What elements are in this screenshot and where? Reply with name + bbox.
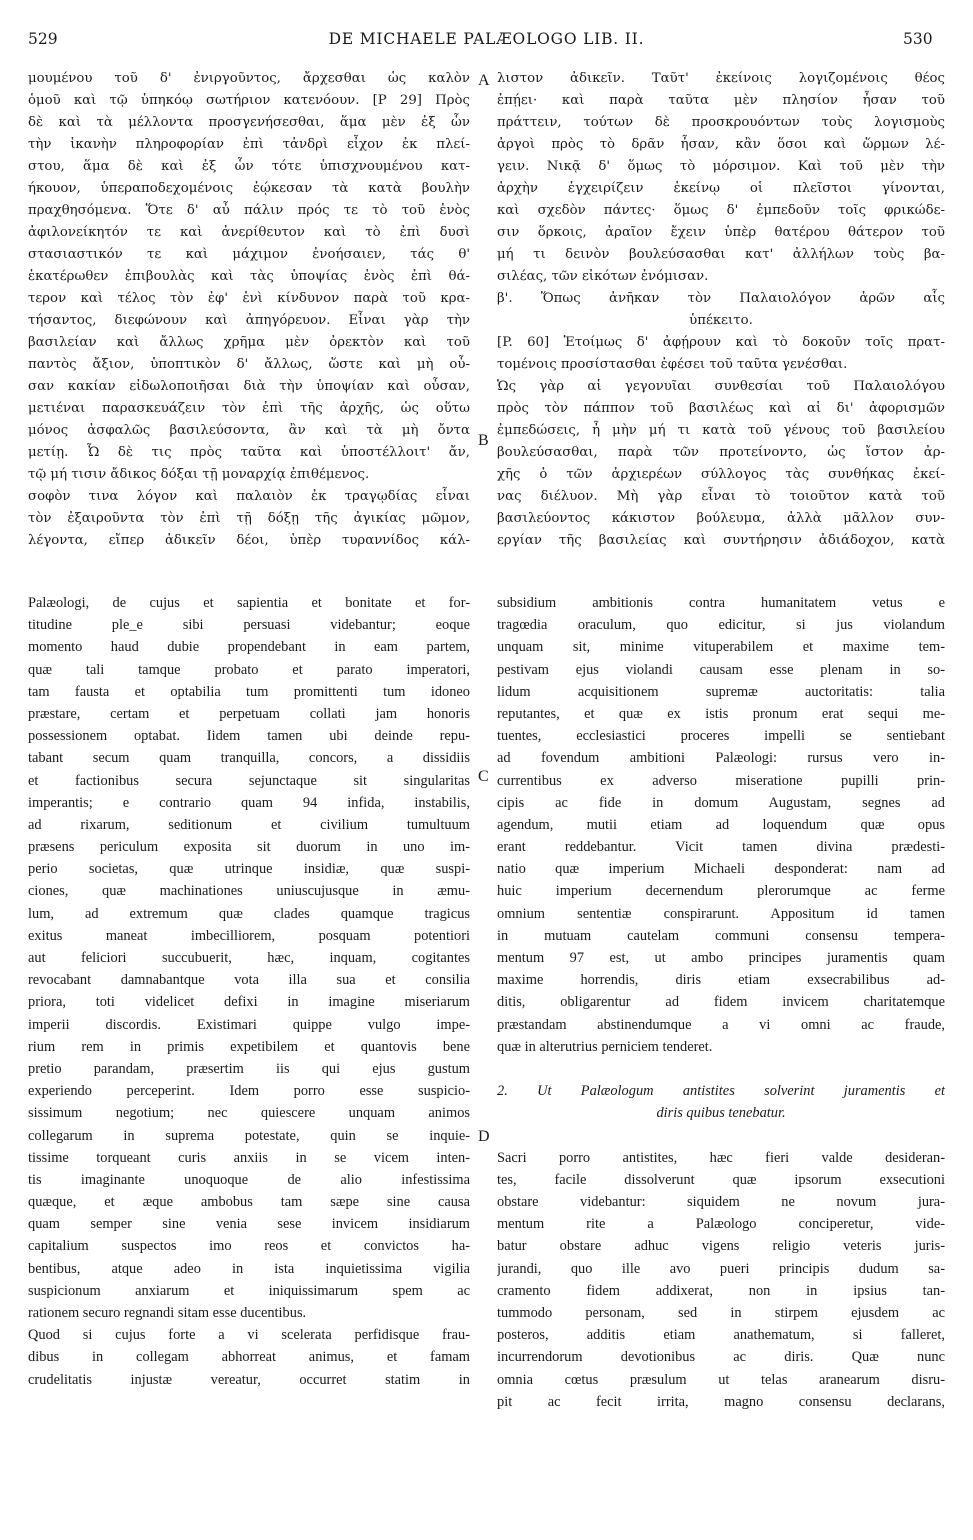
greek-right-line: τομένοις προσίστασθαι ἐφέσει τοῦ ταῦτα γενέσθαι. <box>497 357 848 372</box>
latin-left-line: tissime torqueant curis anxiis in se vicem inten- <box>28 1149 470 1166</box>
latin-right-line: batur obstare adhuc vigens religio veteris juris- <box>497 1238 945 1255</box>
greek-left-line: στασιαστικόν τε καὶ μάχιμον ἐνοήσαιεν, τάς θ' <box>28 247 470 262</box>
latin-left-line: imperii discordis. Existimari quippe vulgo impe- <box>28 1016 470 1033</box>
greek-left-line: ὁμοῦ καὶ τῷ ὑπηκόῳ σωτήριον κατενόουν. [P 29] Πρὸς <box>28 93 470 108</box>
greek-right-line: πρὸς τὸν πάππον τοῦ βασιλέως καὶ αἱ δι' ἀφορισμῶν <box>497 401 945 416</box>
greek-right-line: λιστον ἀδικεῖν. Ταῦτ' ἐκείνοις λογιζομένοις θέος <box>497 71 945 86</box>
latin-right-line: maxime horrendis, diris etiam exsecrabilibus ad- <box>497 972 945 989</box>
latin-left-line: bentibus, atque adeo in ista inquietissima vigilia <box>28 1260 470 1277</box>
greek-left-line: δὲ καὶ τὰ μέλλοντα προσγενήσεσθαι, ἅμα μὲν ἐξ ὧν <box>28 115 470 130</box>
greek-right-line: νας διέλυον. Μὴ γὰρ εἶναι τὸ τοιοῦτον κατὰ τοῦ <box>497 489 945 504</box>
latin-right-line <box>497 1058 945 1080</box>
greek-right-column <box>497 68 945 552</box>
latin-right-line: obstare videbantur: siquidem ne novum jura- <box>497 1194 945 1211</box>
greek-left-line: τὸν ἐξαιροῦντα τὸν ἐπὶ τῇ δόξῃ τῆς ἀγικίας μῶμον, <box>28 511 470 526</box>
greek-right-line: πράττειν, τούτων δὲ προσκρουόντων τοὺς λογισμοὺς <box>497 115 945 130</box>
latin-left-line: præstare, certam et perpetuam collati jam honoris <box>28 705 470 722</box>
latin-left-line: imperantis; e contrario quam 94 infida, instabilis, <box>28 794 470 811</box>
latin-left-line: tabant secum quam tranquilla, concors, a dissidiis <box>28 750 470 767</box>
latin-right-line: natio quæ imperium Michaeli desponderat: nam ad <box>497 861 945 878</box>
latin-left-line: aut feliciori succubuerit, hæc, inquam, cogitantes <box>28 950 470 966</box>
latin-right-line: erant reddebantur. Vicit tamen divina prædesti- <box>497 839 945 856</box>
latin-right-line: mentum rite a Palæologo conciperetur, vide- <box>497 1216 945 1233</box>
page-number-left: 529 <box>28 30 58 48</box>
latin-right-line <box>497 1125 945 1147</box>
greek-left-line: λέγοντα, εἴπερ ἀδικεῖν δέοι, ὑπὲρ τυραννίδος κάλ- <box>28 533 470 548</box>
latin-right-line: 2. Ut Palæologum antistites solverint juramentis et <box>497 1083 945 1100</box>
greek-right-line: βασιλεύοντος κάκιστον βούλευμα, ἀλλὰ μᾶλλον συν- <box>497 511 945 526</box>
latin-left-line: experiendo perceperint. Idem porro esse suspicio- <box>28 1083 470 1100</box>
greek-left-line: ἑκατέρωθεν ἐπιβουλὰς καὶ τὰς ὑποψίας ἑνὸς ἐπὶ θά- <box>28 269 470 284</box>
greek-right-line: γειν. Νικᾷ δ' ὅμως τὸ μόρσιμον. Καὶ τοῦ μὲν τὴν <box>497 159 945 174</box>
latin-right-line: ditis, obligarentur ad fidem invicem charitatemque <box>497 994 945 1011</box>
latin-left-line: crudelitatis injustæ vereatur, occurret statim in <box>28 1371 470 1388</box>
greek-left-line: παντὸς ἄξιον, ὑποπτικὸν δ' ἄλλως, ὥστε καὶ μὴ οὖ- <box>28 357 470 372</box>
latin-right-line: præstandam abstinendumque a vi omni ac fraude, <box>497 1016 945 1033</box>
latin-right-line: unquam sit, minime vituperabilem et maxime tem- <box>497 639 945 656</box>
greek-right-line: ἀρχὴν ἐγχειρίζειν ἐκείνῳ οἱ πλεῖστοι γίνονται, <box>497 181 945 196</box>
latin-left-line: ciones, quæ machinationes uniuscujusque in æmu- <box>28 883 470 900</box>
greek-left-line: τὴν ἱκανὴν πληροφορίαν ἐπὶ τἀνδρὶ εἶχον ἐκ πλεί- <box>28 137 470 152</box>
greek-right-line: μή τι δεινὸν βουλεύσασθαι κατ' ἀλλήλων τοὺς βα- <box>497 247 945 262</box>
latin-left-line: exitus maneat imbecilliorem, posquam potentiori <box>28 927 470 944</box>
greek-left-line: μουμένου τοῦ δ' ἐνιργοῦντος, ἄρχεσθαι ὡς καλὸν <box>28 71 470 86</box>
latin-left-line: capitalium suspectos imo reos et convictos ha- <box>28 1238 470 1255</box>
latin-right-line: diris quibus tenebatur. <box>656 1105 786 1122</box>
greek-left-line: τῷ μή τισιν ἄδικος δόξαι τῇ μοναρχίᾳ ἐπιθέμενος. <box>28 467 370 482</box>
latin-left-line: rationem securo regnandi sitam esse ducentibus. <box>28 1305 307 1321</box>
latin-right-line: jurandi, quo ille avo pueri principis dudum sa- <box>497 1260 945 1277</box>
latin-right-line: mentum 97 est, ut ambo principes juramentis quam <box>497 950 945 966</box>
latin-left-line: possessionem optabat. Iidem tamen ubi deinde repu- <box>28 728 470 745</box>
latin-right-line: currentibus ex adverso miseratione pupilli prin- <box>497 772 945 789</box>
greek-left-line: μετιέναι παρασκευάζειν τὸν ἐπὶ τῆς ἀρχῆς, ὡς οὕτω <box>28 401 470 416</box>
greek-right-line: β'. Ὅπως ἀνῆκαν τὸν Παλαιολόγον ἀρῶν αἷς <box>497 291 945 306</box>
greek-left-column <box>28 68 470 552</box>
latin-right-line: incurrendorum devotionibus ac diris. Quæ nunc <box>497 1349 945 1366</box>
latin-right-line: Sacri porro antistites, hæc fieri valde desideran- <box>497 1149 945 1166</box>
greek-left-line: στου, ἅμα δὲ καὶ ἐξ ὧν τότε ὑπισχνουμένου κατ- <box>28 159 470 174</box>
latin-right-line: omnium sententiæ conspirarunt. Appositum id tamen <box>497 905 945 922</box>
latin-right-line: huic imperium decernendum plerorumque ac ferme <box>497 883 945 900</box>
greek-left-line: ἀφιλονείκητόν τε καὶ ἀνερίθευτον καὶ τὸ ἐπὶ δυσὶ <box>28 225 470 240</box>
latin-left-line: priora, toti videlicet defixi in imagine miseriarum <box>28 994 470 1011</box>
latin-left-line: rium rem in primis expetibilem et quantovis bene <box>28 1038 470 1055</box>
latin-left-line: dibus in collegam abhorreat animus, et famam <box>28 1349 470 1366</box>
margin-marker-d: D <box>478 1128 490 1145</box>
latin-right-line: pestivam ejus violandi causam esse plenam in so- <box>497 661 945 678</box>
latin-left-line: quam semper sine venia sese invicem insidiarum <box>28 1216 470 1233</box>
latin-left-line: revocabant damnabantque vota illa sua et consilia <box>28 972 470 989</box>
latin-right-line: quæ in alterutrius perniciem tenderet. <box>497 1038 713 1055</box>
latin-right-line: pit ac fecit irrita, magno consensu declarans, <box>497 1393 945 1410</box>
latin-left-column <box>28 592 470 1391</box>
page-number-right: 530 <box>903 30 933 48</box>
latin-left-line: momento haud dubie propendebant in eam partem, <box>28 639 470 656</box>
greek-left-line: σαν κακίαν εἰδωλοποιῆσαι διὰ τὴν ὑποψίαν καὶ οὖσαν, <box>28 379 470 394</box>
latin-left-line: perio societas, quæ utrinque insidiæ, quæ suspi- <box>28 861 470 878</box>
greek-left-line: ήκουον, ὑπεραποδεχομένοις ἐῴκεσαν τὰ κατὰ βουλὴν <box>28 181 470 196</box>
latin-right-line: agendum, mutii etiam ad loquendum quæ opus <box>497 816 945 833</box>
page-header <box>0 30 973 54</box>
greek-left-line: πραχθησόμενα. Ὅτε δ' αὖ πάλιν πρός τε τὸ τοῦ ἑνὸς <box>28 203 470 218</box>
latin-left-line: tam fausta et optabilia tum promittenti tum idoneo <box>28 683 470 700</box>
greek-right-line: σιλέας, τῶν εἰκότων ἐνόμισαν. <box>497 269 709 284</box>
greek-left-line: τερον καὶ τέλος τὸν ἐφ' ἑνὶ κίνδυνον παρὰ τοῦ κρα- <box>28 291 470 306</box>
latin-left-line: præsens periculum exposita sit duorum in uno im- <box>28 839 470 856</box>
greek-right-line: σιν ὅρκοις, ἀραῖον ἔχειν ὑπὲρ θατέρου θάτερον τοῦ <box>497 225 945 240</box>
greek-right-line: Ὡς γὰρ αἱ γεγονυῖαι συνθεσίαι τοῦ Παλαιολόγου <box>497 379 945 394</box>
greek-right-line: [P. 60] Ἑτοίμως δ' ἀφῄρουν καὶ τὸ δοκοῦν τοῖς πρατ- <box>497 335 945 350</box>
latin-left-line: tis imaginante unoquoque de alio infestissima <box>28 1171 470 1188</box>
greek-right-line: καὶ σχεδὸν πάντες· ὅμως δ' ἐμπεδοῦν τοῖς φρικώδε- <box>497 203 945 218</box>
latin-right-line: cipis ac fide in domum Augustam, segnes ad <box>497 794 945 811</box>
margin-marker-c: C <box>478 768 489 785</box>
greek-left-line: μόνος ἀσφαλῶς βασιλεύσοντα, ἂν καὶ τὰ μὴ ὄντα <box>28 423 470 438</box>
greek-left-line: βασιλείαν καὶ ἄλλως χρῆμα μὲν ὀρεκτὸν καὶ τοῦ <box>28 335 470 350</box>
greek-right-line: βουλεύσασθαι, παρὰ τῶν προτείνοντο, ὡς ἴστον ἀρ- <box>497 445 945 460</box>
latin-left-line: quæ tali tamque probato et parato imperatori, <box>28 661 470 678</box>
latin-left-line: lum, ad extremum quæ clades quamque tragicus <box>28 905 470 922</box>
latin-right-column <box>497 592 945 1413</box>
latin-left-line: quæque, et æque ambobus tam sæpe sine causa <box>28 1194 470 1211</box>
latin-left-line: sissimum negotium; nec quiescere unquam animos <box>28 1105 470 1122</box>
greek-right-line: εργίαν τῆς βασιλείας καὶ συντήρησιν ἀδιάδοχον, κατὰ <box>497 533 945 548</box>
running-title: DE MICHAELE PALÆOLOGO LIB. II. <box>328 30 645 48</box>
latin-right-line: lidum acquisitionem supremæ auctoritatis: talia <box>497 683 945 700</box>
latin-right-line: reputantes, et quæ ex istis pronum erat sequi me- <box>497 705 945 722</box>
latin-right-line: ad fovendum ambitioni Palæologi: rursus vero in- <box>497 750 945 767</box>
latin-left-line: collegarum in suprema potestate, quin se inquie- <box>28 1127 470 1144</box>
greek-right-line: ἐμπεδώσεις, ἦ μὴν μή τι κατὰ τοῦ γένους τοῦ βασιλείου <box>497 423 945 438</box>
latin-left-line: ad rixarum, seditionum et civilium tumultuum <box>28 816 470 833</box>
latin-right-line: cramento fidem addixerat, non in ipsius tan- <box>497 1282 945 1299</box>
latin-right-line: in mutuam cautelam communi consensu tempera- <box>497 927 945 944</box>
latin-left-line: titudine ple_e sibi persuasi videbantur; eoque <box>28 617 470 634</box>
latin-left-line: Palæologi, de cujus et sapientia et bonitate et for- <box>28 595 470 611</box>
greek-right-line: ὑπέκειτο. <box>689 313 753 328</box>
latin-left-line: suspicionum anxiarum et iniquissimarum spem ac <box>28 1282 470 1299</box>
latin-left-line: pretio parandam, præsertim iis qui ejus gustum <box>28 1060 470 1077</box>
latin-right-line: omnia cœtus præsulum ut telas aranearum disru- <box>497 1371 945 1388</box>
greek-right-line: χῆς ὁ τῶν ἀρχιερέων σύλλογος τὰς συνθήκας ἐκεί- <box>497 467 945 482</box>
latin-right-line: tummodo personam, sed in stirpem ejusdem ac <box>497 1305 945 1321</box>
latin-right-line: subsidium ambitionis contra humanitatem vetus e <box>497 595 945 611</box>
greek-right-line: ἀργοὶ πρὸς τὸ δρᾶν ἦσαν, κἂν ὅσοι καὶ ὥρμων λέ- <box>497 137 945 152</box>
latin-right-line: tes, facile dissolverunt quæ ipsorum exsecutioni <box>497 1171 945 1188</box>
greek-right-line: ἐπῄει· καὶ παρὰ ταῦτα μὲν πλησίον ἦσαν τοῦ <box>497 93 945 108</box>
latin-right-line: tuentes, ecclesiastici proceres impelli se sentiebant <box>497 728 945 745</box>
latin-left-line: Quod si cujus forte a vi scelerata perfidisque frau- <box>28 1327 470 1344</box>
greek-left-line: σοφὸν τινα λόγον καὶ παλαιὸν ἐκ τραγῳδίας εἶναι <box>28 489 470 504</box>
greek-left-line: μετίῃ. Ὦ δὲ τις πρὸς ταῦτα καὶ ὑποστέλλοιτ' ἄν, <box>28 445 470 460</box>
margin-marker-a: A <box>478 72 490 89</box>
greek-left-line: τήσαντος, διεφώνουν καὶ ἀπηγόρευον. Εἶναι γὰρ τὴν <box>28 313 470 328</box>
latin-right-line: posteros, additis etiam anathematum, si falleret, <box>497 1327 945 1344</box>
margin-marker-b: B <box>478 432 489 449</box>
latin-right-line: tragœdia oraculum, quo edicitur, si jus violandum <box>497 617 945 634</box>
latin-left-line: et factionibus secura sejunctaque sit singularitas <box>28 772 470 789</box>
